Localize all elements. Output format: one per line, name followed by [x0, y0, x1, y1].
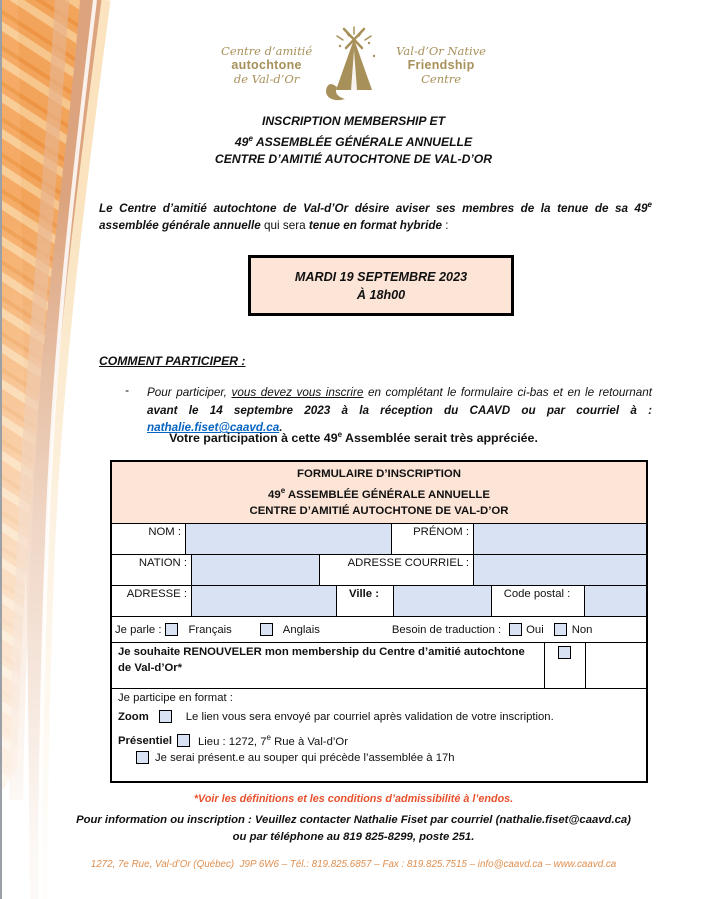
participation-instructions	[125, 384, 652, 437]
intro-text: assemblée générale annuelle	[99, 219, 261, 233]
instruction-text: .	[279, 421, 283, 434]
oui-label: Oui	[526, 623, 544, 636]
instruction-text: avant le 14 septembre 2023 à la réception du CAAVD ou par courriel à :	[147, 403, 652, 417]
footer-note: *Voir les définitions et les conditions d’admissibilité à l’endos.	[193, 793, 514, 805]
traduction-label: Besoin de traduction :	[391, 623, 502, 636]
traduction-non-checkbox[interactable]	[554, 623, 567, 636]
presentiel-checkbox[interactable]	[177, 734, 190, 747]
footer-address: 1272, 7e Rue, Val-d’Or (Québec) J9P 6W6 – Tél.: 819.825.6857 – Fax : 819.825.7515 – info@caavd.ca – www.caavd.ca	[90, 859, 617, 870]
form-header-line-3: CENTRE D’AMITIÉ AUTOCHTONE DE VAL-D’OR	[249, 504, 509, 517]
instruction-text: Pour participer,	[147, 386, 232, 399]
bullet-text	[147, 384, 652, 437]
organization-logo	[0, 26, 707, 104]
prenom-label: PRÉNOM :	[392, 524, 474, 554]
souper-option-text: Je serai présent.e au souper qui précède l’assemblée à 17h	[155, 751, 455, 764]
title-line-2: 49e ASSEMBLÉE GÉNÉRALE ANNUELLE	[234, 134, 473, 150]
table-row-nom-prenom	[112, 524, 646, 555]
title-line-1: INSCRIPTION MEMBERSHIP ET	[261, 114, 446, 128]
meeting-date-box	[248, 255, 514, 316]
intro-text: :	[441, 219, 449, 233]
format-heading: Je participe en format :	[118, 692, 233, 705]
code-postal-label: Code postal :	[492, 586, 585, 616]
table-row-membership	[112, 643, 646, 689]
table-row-format	[112, 689, 646, 781]
logo-text-line: Centre d’amitié	[221, 44, 313, 58]
form-header-line-1: FORMULAIRE D’INSCRIPTION	[297, 468, 461, 480]
ville-label: Ville :	[337, 586, 394, 616]
presentiel-option-label: Présentiel	[118, 734, 173, 747]
footer-contact-info: Pour information ou inscription : Veuillez contacter Nathalie Fiset par courriel (nathalie.fiset@caavd.ca) ou par téléphone au 819 825-8299, poste 251.	[76, 814, 631, 843]
format-cell	[112, 689, 646, 781]
francais-label: Français	[188, 623, 232, 636]
intro-text: qui sera	[260, 219, 309, 233]
nom-label: NOM :	[112, 524, 186, 554]
title-line-3: CENTRE D’AMITIÉ AUTOCHTONE DE VAL-D’OR	[214, 152, 493, 167]
intro-text: Le Centre d’amitié autochtone de Val-d’Or désire aviser ses membres de la tenue de sa 49	[99, 201, 648, 215]
table-row-adresse	[112, 586, 646, 617]
membership-empty-cell	[586, 643, 646, 688]
code-postal-input[interactable]	[585, 586, 646, 616]
non-label: Non	[571, 623, 593, 636]
document-title	[0, 113, 707, 168]
intro-text: tenue en format hybride	[308, 219, 442, 233]
table-row-nation-courriel	[112, 555, 646, 586]
registration-form-table	[110, 460, 648, 783]
meeting-date: MARDI 19 SEPTEMBRE 2023	[294, 269, 468, 284]
instruction-text: en complétant le formulaire ci-bas et en le retournant	[363, 386, 652, 399]
prenom-input[interactable]	[474, 524, 646, 554]
logo-text-line: autochtone	[231, 58, 302, 72]
how-to-participate-heading: COMMENT PARTICIPER :	[99, 354, 246, 368]
table-row-langue	[112, 617, 646, 643]
superscript-e: e	[647, 200, 652, 209]
zoom-checkbox[interactable]	[159, 710, 172, 723]
zoom-option-row	[118, 710, 640, 723]
logo-text-line: Friendship	[407, 58, 475, 72]
meeting-time: À 18h00	[356, 287, 406, 302]
adresse-label: ADRESSE :	[112, 586, 192, 616]
nation-label: NATION :	[112, 555, 192, 585]
adresse-input[interactable]	[192, 586, 337, 616]
zoom-option-text: Le lien vous sera envoyé par courriel après validation de votre inscription.	[185, 710, 554, 723]
email-link[interactable]: nathalie.fiset@caavd.ca	[147, 421, 280, 434]
logo-english-text	[396, 44, 486, 86]
courriel-input[interactable]	[474, 555, 646, 585]
zoom-option-label: Zoom	[118, 710, 149, 723]
superscript-e: e	[337, 430, 343, 439]
presentiel-lieu-text: Lieu : 1272, 7e Rue à Val-d’Or	[198, 733, 348, 749]
teepee-logo-icon	[322, 26, 386, 104]
superscript-e: e	[266, 733, 271, 743]
anglais-checkbox[interactable]	[260, 623, 273, 636]
intro-paragraph	[99, 196, 652, 235]
courriel-label: ADRESSE COURRIEL :	[320, 555, 474, 585]
superscript-e: e	[248, 134, 253, 143]
francais-checkbox[interactable]	[165, 623, 178, 636]
form-header-line-2: 49e ASSEMBLÉE GÉNÉRALE ANNUELLE	[268, 485, 490, 501]
anglais-label: Anglais	[282, 623, 320, 636]
traduction-oui-checkbox[interactable]	[509, 623, 522, 636]
form-header	[112, 462, 646, 524]
je-parle-label: Je parle :	[115, 623, 162, 636]
logo-text-line: Val-d’Or Native	[396, 44, 486, 58]
souper-option-row	[118, 751, 640, 764]
logo-french-text	[221, 44, 312, 86]
membership-renew-checkbox[interactable]	[558, 646, 571, 659]
membership-checkbox-cell	[545, 643, 586, 688]
membership-renew-label: Je souhaite RENOUVELER mon membership du Centre d’amitié autochtone de Val-d’Or*	[112, 643, 545, 688]
bullet-dash: -	[125, 384, 129, 397]
ville-input[interactable]	[394, 586, 492, 616]
nom-input[interactable]	[186, 524, 392, 554]
appreciation-line: Votre participation à cette 49e Assemblée serait très appréciée.	[169, 430, 538, 446]
superscript-e: e	[280, 485, 286, 495]
souper-checkbox[interactable]	[136, 751, 149, 764]
nation-input[interactable]	[192, 555, 320, 585]
presentiel-option-row	[118, 733, 640, 748]
logo-text-line: Centre	[421, 72, 462, 86]
instruction-text-underlined: vous devez vous inscrire	[231, 386, 364, 399]
logo-text-line: de Val-d’Or	[233, 72, 300, 86]
